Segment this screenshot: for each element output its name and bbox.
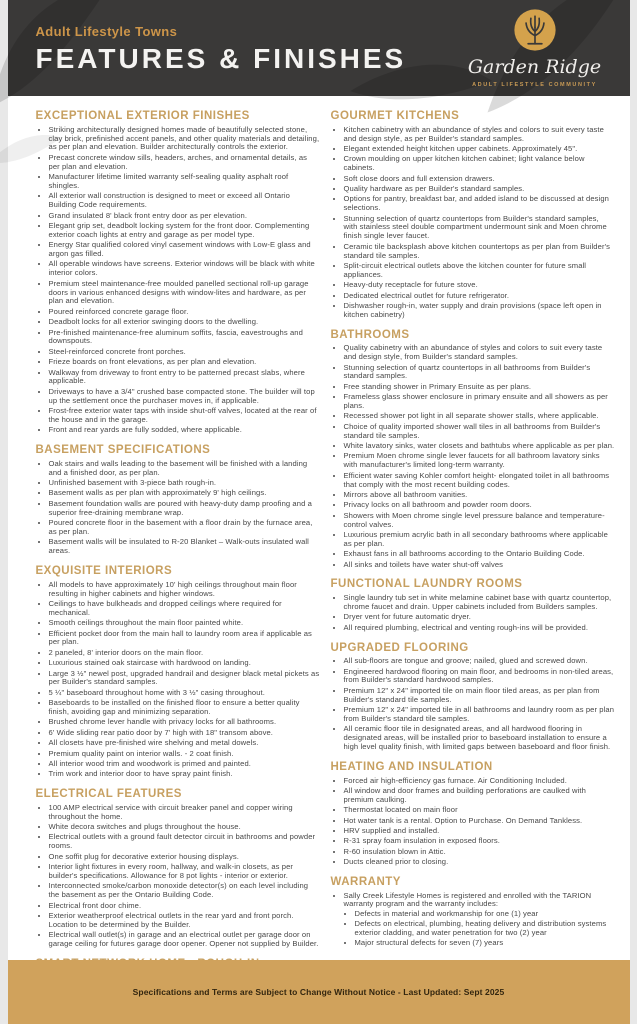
section-title: BATHROOMS bbox=[330, 328, 410, 341]
bullet-item: • HRV supplied and installed. bbox=[344, 827, 615, 836]
bullet-item: • Frost-free exterior water taps with inside shut-off valves, located at the rear of the house and in the garage. bbox=[49, 407, 320, 425]
bullet-item: • Precast concrete window sills, headers, arches, and ornamental details, as per plan and elevation. bbox=[49, 154, 320, 172]
section-title: GOURMET KITCHENS bbox=[330, 110, 460, 122]
bullet-item: • Trim work and interior door to have spray paint finish. bbox=[49, 770, 320, 779]
section bbox=[36, 565, 320, 779]
bullet-item: • Interconnected smoke/carbon monoxide detector(s) on each level including the basement as per the Ontario Building Code. bbox=[49, 882, 320, 900]
bullet-item: • Stunning selection of quartz countertops in all bathrooms from Builder's standard samples. bbox=[344, 364, 615, 382]
bullet-list bbox=[331, 594, 615, 633]
bullet-item: • Brushed chrome lever handle with privacy locks for all bathrooms. bbox=[49, 718, 320, 727]
bullet-item: • Ducts cleaned prior to closing. bbox=[344, 858, 615, 867]
bullet-list bbox=[331, 892, 615, 948]
section bbox=[331, 578, 615, 632]
bullet-item: • Dedicated electrical outlet for future refrigerator. bbox=[344, 292, 615, 301]
features-finishes-flyer bbox=[8, 0, 630, 1024]
bullet-item: • Oak stairs and walls leading to the basement will be finished with a landing and a finished door, as per plan. bbox=[49, 460, 320, 478]
bullet-item: • Basement walls as per plan with approximately 9' high ceilings. bbox=[49, 489, 320, 498]
bullet-item: • Premium 12" x 24" imported tile on main floor tiled areas, as per plan from Builder's standard tile samples. bbox=[344, 687, 615, 705]
bullet-item: • Exhaust fans in all bathrooms according to the Ontario Building Code. bbox=[344, 550, 615, 559]
bullet-item: • All required plumbing, electrical and venting rough-ins will be provided. bbox=[344, 624, 615, 633]
bullet-item: • Striking architecturally designed homes made of beautifully selected stone, clay brick, prefinished accent panels, and other quality materials and detailing, as per plan and elevation. Builder architecturally controls the exterior. bbox=[49, 126, 320, 153]
bullet-item: • All sub-floors are tongue and groove; nailed, glued and screwed down. bbox=[344, 657, 615, 666]
bullet-item: • Premium 12" x 24" imported tile in all bathrooms and laundry room as per plan from Builder's standard tile samples. bbox=[344, 706, 615, 724]
bullet-item: • Premium quality paint on interior walls. - 2 coat finish. bbox=[49, 750, 320, 759]
left-column bbox=[35, 110, 320, 949]
bullet-item: • Front and rear yards are fully sodded, where applicable. bbox=[49, 426, 320, 435]
sub-bullet-item: • Defects in material and workmanship for one (1) year bbox=[355, 910, 615, 919]
document-body bbox=[8, 96, 630, 949]
bullet-item: • Split-circuit electrical outlets above the kitchen counter for future small appliances. bbox=[344, 262, 615, 280]
bullet-item: • Walkway from driveway to front entry to be patterned precast slabs, where applicable. bbox=[49, 369, 320, 387]
bullet-item: • Single laundry tub set in white melamine cabinet base with quartz countertop, chrome faucet and drain. Upper cabinets included from Builders samples. bbox=[344, 594, 615, 612]
bullet-item: • Thermostat located on main floor bbox=[344, 806, 615, 815]
bullet-item: • Crown moulding on upper kitchen kitchen cabinet; light valance below cabinets. bbox=[344, 155, 615, 173]
bullet-item: • 2 paneled, 8' interior doors on the main floor. bbox=[49, 649, 320, 658]
bullet-item: • Soft close doors and full extension drawers. bbox=[344, 175, 615, 184]
section bbox=[36, 444, 320, 556]
section bbox=[36, 110, 320, 435]
bullet-item: • Interior light fixtures in every room, hallway, and walk-in closets, as per builder's specifications. Allowance for 8 pot lights - interior or exterior. bbox=[49, 863, 320, 881]
bullet-item: • Baseboards to be installed on the finished floor to ensure a better quality finish, avoiding gap and minimizing separation. bbox=[49, 699, 320, 717]
bullet-list bbox=[331, 126, 615, 320]
bullet-item: • Energy Star qualified colored vinyl casement windows with Low-E glass and argon gas filled. bbox=[49, 241, 320, 259]
tree-icon bbox=[513, 8, 557, 57]
bullet-item: • Heavy-duty receptacle for future stove. bbox=[344, 281, 615, 290]
bullet-item: • Poured reinforced concrete garage floor. bbox=[49, 308, 320, 317]
section-title: BASEMENT SPECIFICATIONS bbox=[35, 444, 211, 457]
sub-bullet-item: • Defects on electrical, plumbing, heating delivery and distribution systems exterior cladding, and water penetration for two (2) year bbox=[355, 920, 615, 938]
bullet-item: • Ceramic tile backsplash above kitchen countertops as per plan from Builder's standard tile samples. bbox=[344, 243, 615, 261]
bullet-item: • Kitchen cabinetry with an abundance of styles and colors to suit every taste and design style, as per Builder's standard samples. bbox=[344, 126, 615, 144]
bullet-item: • One soffit plug for decorative exterior housing displays. bbox=[49, 853, 320, 862]
bullet-item: • Luxurious stained oak staircase with hardwood on landing. bbox=[49, 659, 320, 668]
logo-wordmark: Garden Ridge bbox=[467, 56, 602, 78]
bullet-item: • Deadbolt locks for all exterior swinging doors to the dwelling. bbox=[49, 318, 320, 327]
section-title: EXQUISITE INTERIORS bbox=[35, 565, 173, 578]
bullet-item: • All interior wood trim and woodwork is primed and painted. bbox=[49, 760, 320, 769]
bullet-item: • All models to have approximately 10' high ceilings throughout main floor resulting in higher cabinets and higher windows. bbox=[49, 581, 320, 599]
bullet-item: • Efficient pocket door from the main hall to laundry room area if applicable as per plan. bbox=[49, 630, 320, 648]
bullet-item: • Stunning selection of quartz countertops from Builder's standard samples, with stainless steel double compartment undermount sink and Moen chrome finish single lever faucet. bbox=[344, 215, 615, 242]
bullet-item: • Dryer vent for future automatic dryer. bbox=[344, 613, 615, 622]
bullet-item: • All window and door frames and building perforations are caulked with premium caulking. bbox=[344, 787, 615, 805]
bullet-item: • Grand insulated 8' black front entry door as per elevation. bbox=[49, 212, 320, 221]
bullet-item: • Exterior weatherproof electrical outlets in the rear yard and front porch. Location to be determined by the Builder. bbox=[49, 912, 320, 930]
bullet-item: • Manufacturer lifetime limited warranty self-sealing quality asphalt roof shingles. bbox=[49, 173, 320, 191]
bullet-item: • Quality hardware as per Builder's standard samples. bbox=[344, 185, 615, 194]
bullet-item: • Frameless glass shower enclosure in primary ensuite and all showers as per plans. bbox=[344, 393, 615, 411]
bullet-item: • Driveways to have a 3/4" crushed base compacted stone. The builder will top up the settlement once the purchaser moves in, if applicable. bbox=[49, 388, 320, 406]
bullet-list bbox=[36, 460, 320, 556]
bullet-item: • Engineered hardwood flooring on main floor, and bedrooms in non-tiled areas, from Builder's standard hardwood samples. bbox=[344, 668, 615, 686]
bullet-item: • Dishwasher rough-in, water supply and drain provisions (space left open in kitchen cabinetry) bbox=[344, 302, 615, 320]
bullet-item: • Privacy locks on all bathroom and powder room doors. bbox=[344, 501, 615, 510]
bullet-item: • Electrical front door chime. bbox=[49, 902, 320, 911]
bullet-item: • All exterior wall construction is designed to meet or exceed all Ontario Building Code requirements. bbox=[49, 192, 320, 210]
masthead bbox=[8, 0, 630, 96]
bullet-item: • Electrical outlets with a ground fault detector circuit in bathrooms and powder rooms. bbox=[49, 833, 320, 851]
page-title: FEATURES & FINISHES bbox=[35, 43, 407, 74]
bullet-item: • All operable windows have screens. Exterior windows will be black with white interior colors. bbox=[49, 260, 320, 278]
bullet-item: • Poured concrete floor in the basement with a floor drain by the furnace area, as per plan. bbox=[49, 519, 320, 537]
bullet-item: • 100 AMP electrical service with circuit breaker panel and copper wiring throughout the home. bbox=[49, 804, 320, 822]
garden-ridge-logo bbox=[456, 8, 614, 88]
bullet-list bbox=[331, 777, 615, 867]
bullet-list bbox=[331, 657, 615, 752]
bullet-item: • Recessed shower pot light in all separate shower stalls, where applicable. bbox=[344, 412, 615, 421]
bullet-item: • Sally Creek Lifestyle Homes is registered and enrolled with the TARION warranty program and the warranty includes: • Defects in material and workmanship for one (1) year • Defects on electrical, plumbing, heating delivery and distribution systems exterior cladding, and water penetration for two (2) year • Major structural defects for seven (7) years bbox=[344, 892, 615, 948]
bullet-item: • R-60 insulation blown in Attic. bbox=[344, 848, 615, 857]
bullet-item: • Mirrors above all bathroom vanities. bbox=[344, 491, 615, 500]
bullet-item: • Forced air high-efficiency gas furnace. Air Conditioning Included. bbox=[344, 777, 615, 786]
sub-bullet-list bbox=[344, 910, 615, 948]
bullet-item: • Unfinished basement with 3-piece bath rough-in. bbox=[49, 479, 320, 488]
disclaimer-text: Specifications and Terms are Subject to Change Without Notice - Last Updated: Sept 2025 bbox=[132, 987, 505, 997]
bullet-list bbox=[36, 804, 320, 949]
bullet-item: • R-31 spray foam insulation in exposed floors. bbox=[344, 837, 615, 846]
logo-tagline: ADULT LIFESTYLE COMMUNITY bbox=[472, 81, 597, 88]
bullet-item: • Smooth ceilings throughout the main floor painted white. bbox=[49, 619, 320, 628]
section bbox=[331, 110, 615, 320]
bullet-item: • All ceramic floor tile in designated areas, and all hardwood flooring in designated areas, will be installed prior to baseboard installation to ensure a high level quality finish, with limited gaps between baseboard and floor finish. bbox=[344, 725, 615, 752]
section-title: UPGRADED FLOORING bbox=[330, 641, 469, 654]
section-title: ELECTRICAL FEATURES bbox=[35, 788, 182, 801]
bullet-item: • Large 3 ½" newel post, upgraded handrail and designer black metal pickets as per Builder's standard samples. bbox=[49, 670, 320, 688]
bullet-item: • Pre-finished maintenance-free aluminum soffits, fascia, eavestroughs and downspouts. bbox=[49, 329, 320, 347]
bullet-list bbox=[36, 126, 320, 436]
bullet-item: • 6' Wide sliding rear patio door by 7' high with 18" transom above. bbox=[49, 729, 320, 738]
section-title: WARRANTY bbox=[330, 875, 401, 888]
bullet-item: • Efficient water saving Kohler comfort height- elongated toilet in all bathrooms that comply with the most recent building codes. bbox=[344, 472, 615, 490]
bullet-list bbox=[36, 581, 320, 780]
bullet-item: • Premium Moen chrome single lever faucets for all bathroom lavatory sinks with manufacturer's limited long-term warranty. bbox=[344, 452, 615, 470]
section bbox=[331, 761, 615, 867]
bullet-list bbox=[331, 344, 615, 569]
bullet-item: • All sinks and toilets have water shut-off valves bbox=[344, 561, 615, 570]
bullet-item: • Luxurious premium acrylic bath in all secondary bathrooms where applicable as per plan. bbox=[344, 531, 615, 549]
section bbox=[36, 788, 320, 949]
bullet-item: • All closets have pre-finished wire shelving and metal dowels. bbox=[49, 739, 320, 748]
bullet-item: • Elegant grip set, deadbolt locking system for the front door. Complementing exterior coach lights at entry and garage as per model type. bbox=[49, 222, 320, 240]
section bbox=[331, 876, 615, 948]
bullet-item: • Ceilings to have bulkheads and dropped ceilings where required for mechanical. bbox=[49, 600, 320, 618]
bullet-item: • 5 ¼" baseboard throughout home with 3 ½" casing throughout. bbox=[49, 689, 320, 698]
bullet-item: • Frieze boards on front elevations, as per plan and elevation. bbox=[49, 358, 320, 367]
section bbox=[331, 642, 615, 752]
bullet-item: • Hot water tank is a rental. Option to Purchase. On Demand Tankless. bbox=[344, 817, 615, 826]
section-title: EXCEPTIONAL EXTERIOR FINISHES bbox=[35, 110, 250, 122]
bullet-item: • Elegant extended height kitchen upper cabinets. Approximately 45". bbox=[344, 145, 615, 154]
community-type-label: Adult Lifestyle Towns bbox=[35, 24, 178, 39]
section-title: FUNCTIONAL LAUNDRY ROOMS bbox=[330, 578, 523, 591]
bullet-item: • Steel-reinforced concrete front porches. bbox=[49, 348, 320, 357]
bullet-item: • Basement foundation walls are poured with heavy-duty damp proofing and a superior free-draining membrane wrap. bbox=[49, 500, 320, 518]
footer-bar bbox=[8, 960, 630, 1024]
bullet-item: • Electrical wall outlet(s) in garage and an electrical outlet per garage door on garage ceiling for futures garage door opener. Opener not supplied by Builder. bbox=[49, 931, 320, 949]
bullet-item: • Basement walls will be insulated to R-20 Blanket – Walk-outs insulated wall areas. bbox=[49, 538, 320, 556]
bullet-item: • Showers with Moen chrome single level pressure balance and temperature-control valves. bbox=[344, 512, 615, 530]
bullet-item: • White decora switches and plugs throughout the house. bbox=[49, 823, 320, 832]
bullet-item: • Quality cabinetry with an abundance of styles and colors to suit every taste and design style, from Builder's standard samples. bbox=[344, 344, 615, 362]
bullet-item: • Choice of quality imported shower wall tiles in all bathrooms from Builder's standard tile samples. bbox=[344, 423, 615, 441]
bullet-item: • Premium steel maintenance-free moulded panelled sectional roll-up garage doors in various enhanced designs with window-lites and hardware, as per plan and elevation. bbox=[49, 280, 320, 307]
right-column bbox=[331, 110, 615, 946]
section-title: HEATING AND INSULATION bbox=[330, 760, 493, 773]
bullet-item: • Free standing shower in Primary Ensuite as per plans. bbox=[344, 383, 615, 392]
header-text bbox=[36, 24, 407, 73]
bullet-item: • Options for pantry, breakfast bar, and added island to be discussed at design selections. bbox=[344, 195, 615, 213]
section bbox=[331, 329, 615, 570]
bullet-item: • White lavatory sinks, water closets and bathtubs where applicable as per plan. bbox=[344, 442, 615, 451]
sub-bullet-item: • Major structural defects for seven (7) years bbox=[355, 939, 615, 948]
